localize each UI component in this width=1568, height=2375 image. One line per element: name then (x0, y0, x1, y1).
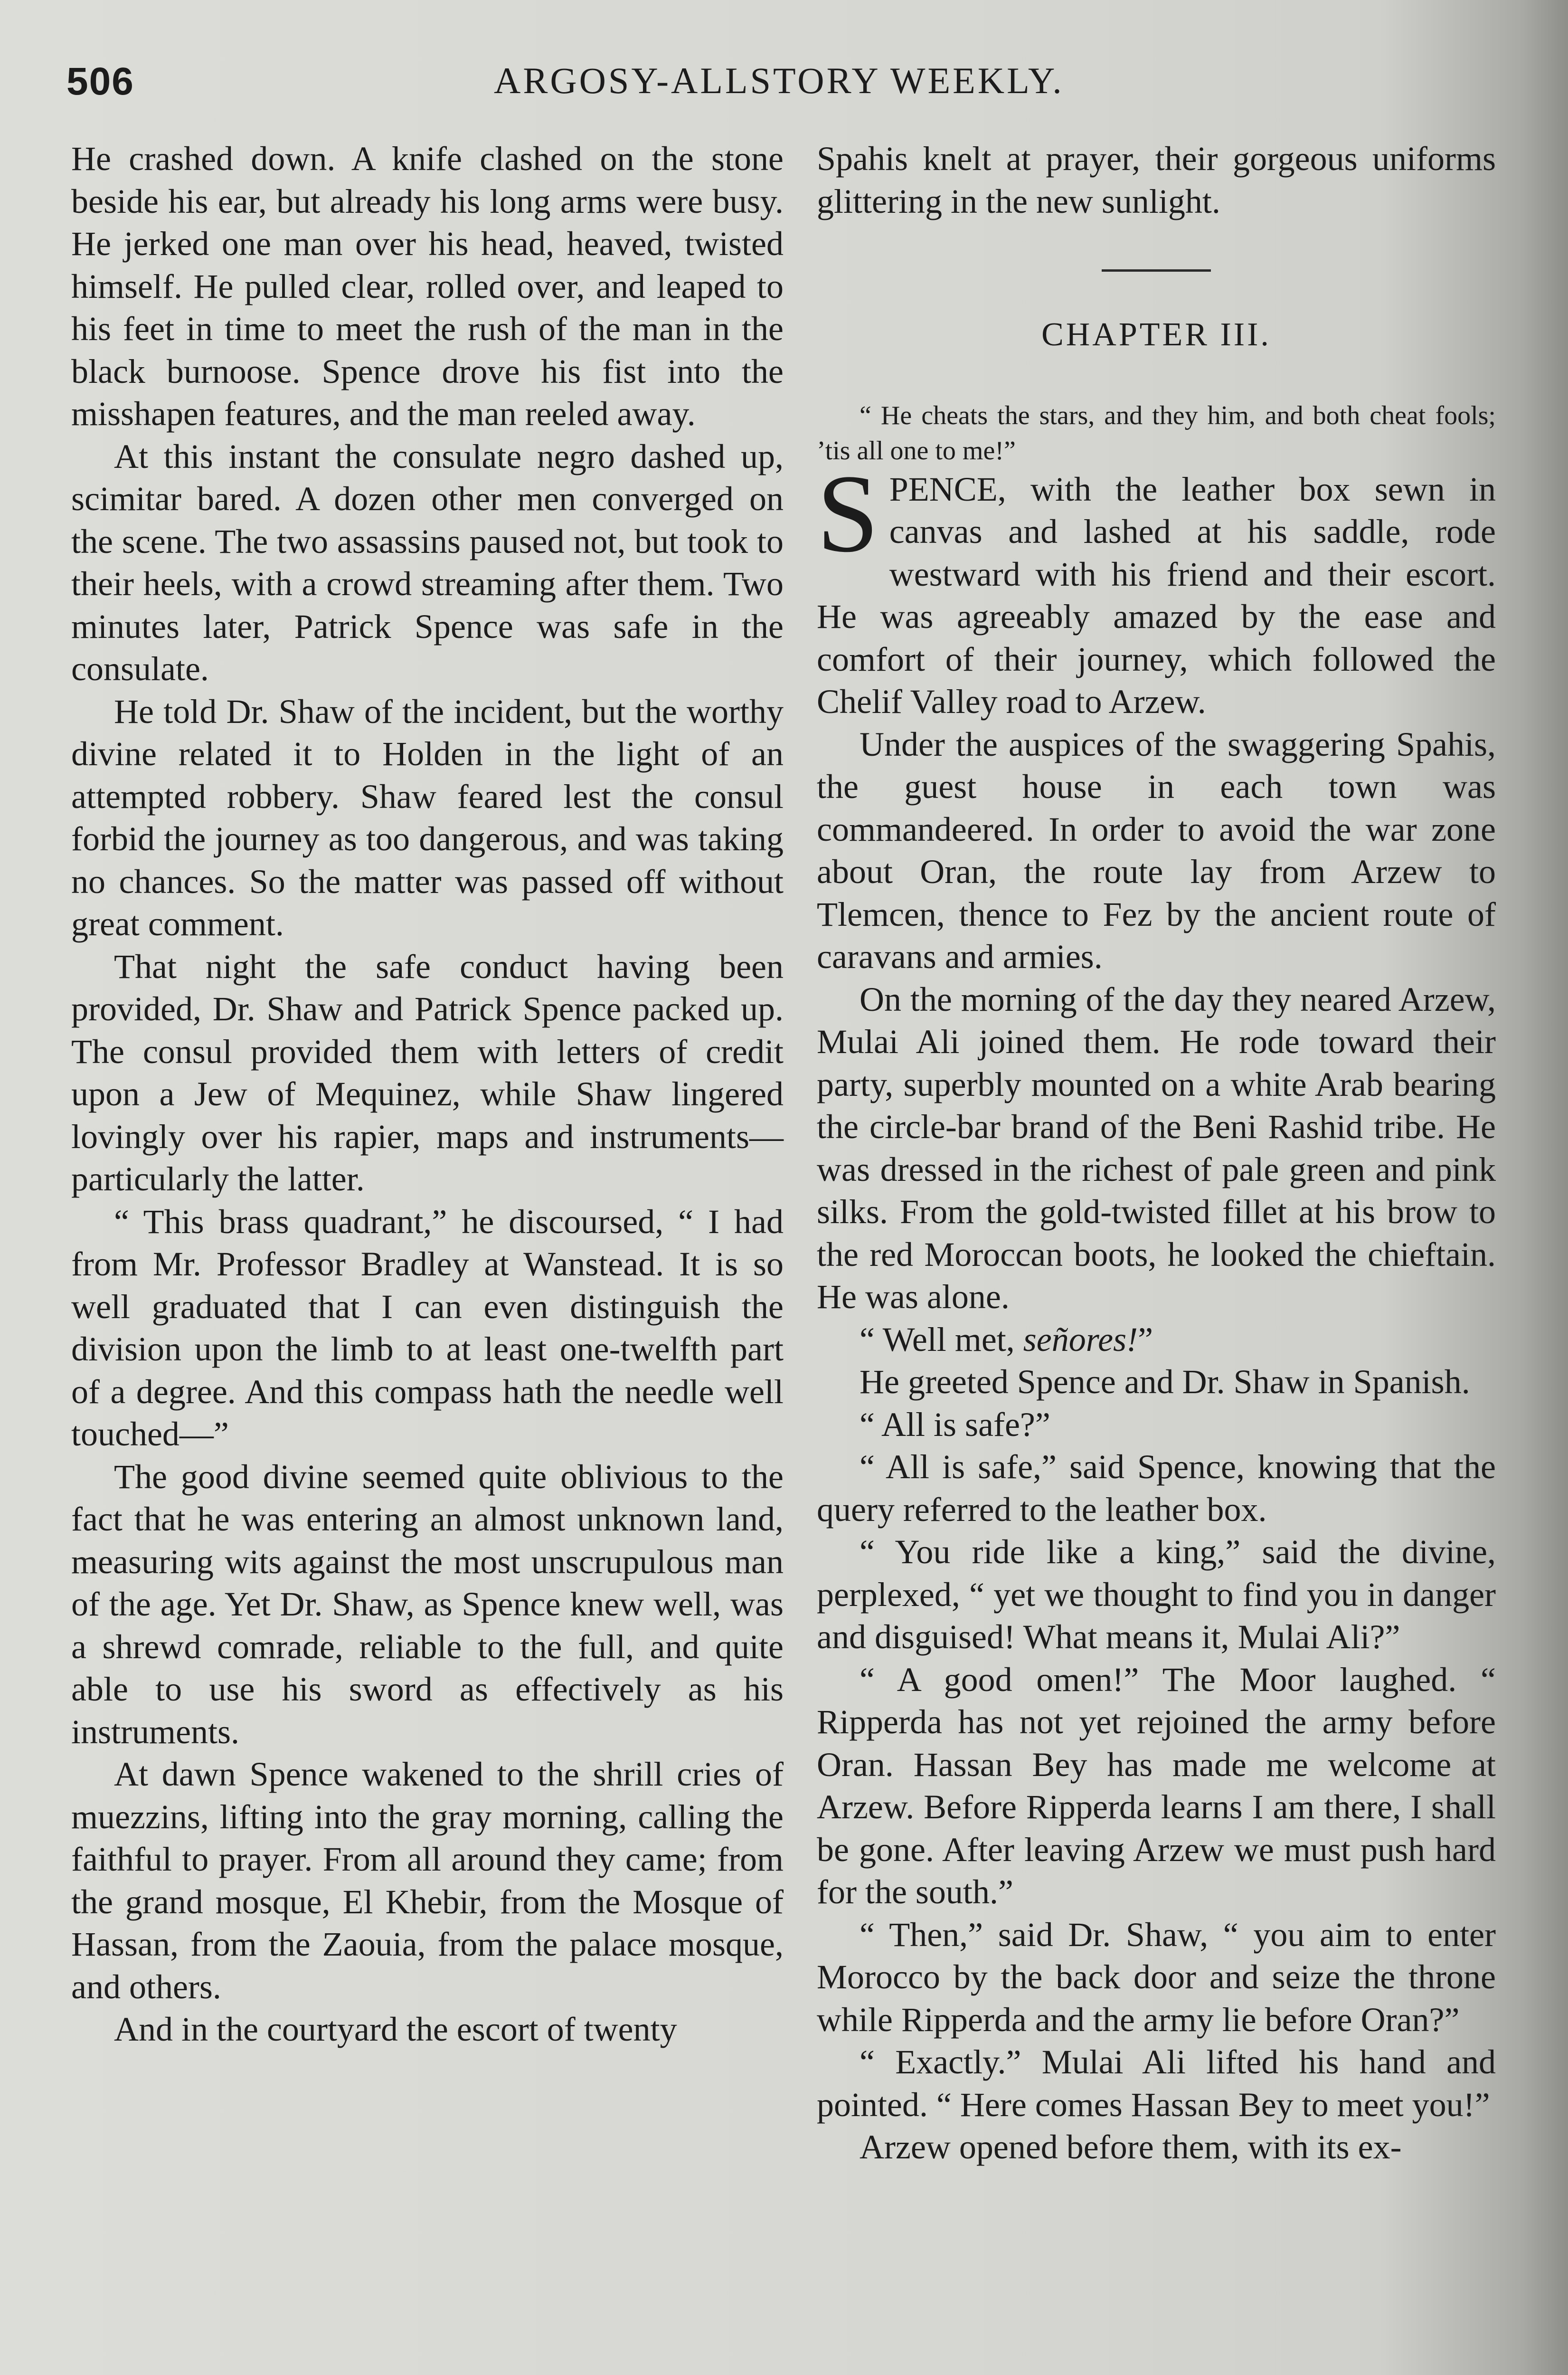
chapter-epigraph: “ He cheats the stars, and they him, and both cheat fools; ’tis all one to me!” (817, 400, 1496, 466)
paragraph: Under the auspices of the swaggering Spahis, the guest house in each town was commandeered. In order to avoid the war zone about Oran, the route lay from Arzew to Tlemcen, thence to Fez by the ancient route of caravans and armies. (817, 725, 1496, 976)
paragraph: “ All is safe,” said Spence, knowing that the query referred to the leather box. (817, 1448, 1496, 1529)
running-head: ARGOSY-ALLSTORY WEEKLY. (494, 60, 1064, 101)
page-header (66, 59, 1486, 112)
paragraph: He greeted Spence and Dr. Shaw in Spanish. (860, 1363, 1470, 1401)
paragraph: “ You ride like a king,” said the divine, perplexed, “ yet we thought to find you in danger and disguised! What means it, Mulai Ali?” (817, 1533, 1496, 1656)
paragraph: “ Exactly.” Mulai Ali lifted his hand and pointed. “ Here comes Hassan Bey to meet you!” (817, 2043, 1496, 2124)
dialogue-italic: señores! (1023, 1320, 1138, 1358)
dialogue-open: “ Well met, (860, 1320, 1023, 1358)
paragraph: “ This brass quadrant,” he discoursed, “ I had from Mr. Professor Bradley at Wanstead. It is so well graduated that I can even distinguish the division upon the limb to at least one-twelfth part of a degree. And this compass hath the needle well touched—” (71, 1202, 784, 1453)
paragraph: On the morning of the day they neared Arzew, Mulai Ali joined them. He rode toward their party, superbly mounted on a white Arab bearing the circle-bar brand of the Beni Rashid tribe. He was dressed in the richest of pale green and pink silks. From the gold-twisted fillet at his brow to the red Moroccan boots, he looked the chieftain. He was alone. (817, 980, 1496, 1316)
drop-cap-letter: S (817, 451, 879, 575)
right-column (817, 138, 1496, 2169)
paragraph: Arzew opened before them, with its ex- (860, 2128, 1402, 2166)
page-number: 506 (66, 60, 134, 103)
paragraph: He told Dr. Shaw of the incident, but the worthy divine related it to Holden in the light of an attempted robbery. Shaw feared lest the consul forbid the journey as too dangerous, and was taking no chances. So the matter was passed off without great comment. (71, 692, 784, 943)
opening-text: PENCE, with the leather box sewn in canvas and lashed at his saddle, rode westward with his friend and their escort. He was agreeably amazed by the ease and comfort of their journey, which followed the Chelif Valley road to Arzew. (817, 470, 1496, 721)
chapter-opening-paragraph (817, 451, 1496, 723)
paragraph: “ Then,” said Dr. Shaw, “ you aim to enter Morocco by the back door and seize the throne while Ripperda and the army lie before Oran?” (817, 1915, 1496, 2039)
left-column (71, 138, 784, 2051)
dialogue-line (817, 1319, 1496, 1361)
paragraph: At this instant the consulate negro dashed up, scimitar bared. A dozen other men converged on the scene. The two assassins paused not, but took to their heels, with a crowd streaming after them. Two minutes later, Patrick Spence was safe in the consulate. (71, 437, 784, 688)
paragraph: He crashed down. A knife clashed on the stone beside his ear, but already his long arms were busy. He jerked one man over his head, heaved, twisted himself. He pulled clear, rolled over, and leaped to his feet in time to meet the rush of the man in the black burnoose. Spence drove his fist into the misshapen features, and the man reeled away. (71, 140, 784, 433)
paragraph: And in the courtyard the escort of twenty (114, 2010, 677, 2048)
paragraph: The good divine seemed quite oblivious to the fact that he was entering an almost unknown land, measuring wits against the most unscrupulous man of the age. Yet Dr. Shaw, as Spence knew well, was a shrewd comrade, reliable to the full, and quite able to use his sword as effectively as his instruments. (71, 1457, 784, 1751)
paragraph: That night the safe conduct having been provided, Dr. Shaw and Patrick Spence packed up. The consul provided them with letters of credit upon a Jew of Mequinez, while Shaw lingered lovingly over his rapier, maps and instruments—particularly the latter. (71, 947, 784, 1198)
continuation-paragraph: Spahis knelt at prayer, their gorgeous uniforms glittering in the new sunlight. (817, 140, 1496, 220)
paragraph: “ A good omen!” The Moor laughed. “ Ripperda has not yet rejoined the army before Oran. Hassan Bey has made me welcome at Arzew. Before Ripperda learns I am there, I shall be gone. After leaving Arzew we must push hard for the south.” (817, 1660, 1496, 1911)
dialogue-line: “ All is safe?” (860, 1405, 1050, 1444)
dialogue-close: ” (1138, 1320, 1153, 1358)
paragraph: At dawn Spence wakened to the shrill cries of muezzins, lifting into the gray morning, calling the faithful to prayer. From all around they came; from the grand mosque, El Khebir, from the Mosque of Hassan, from the Zaouia, from the palace mosque, and others. (71, 1755, 784, 2006)
section-divider (1102, 269, 1211, 272)
chapter-heading: CHAPTER III. (1041, 316, 1271, 353)
